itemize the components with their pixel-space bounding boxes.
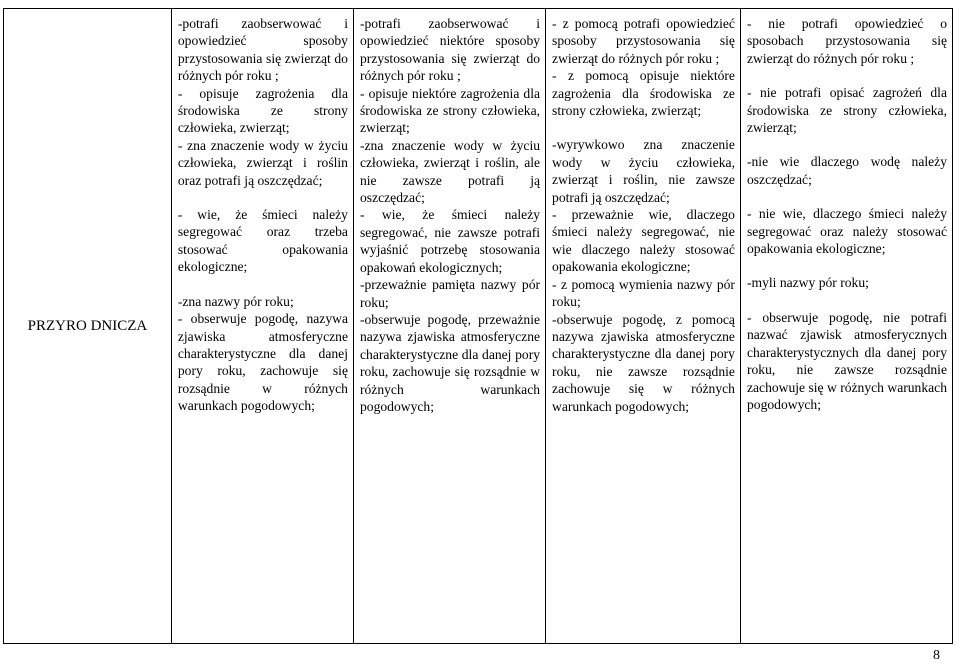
criteria-paragraph: -wyrywkowo zna znaczenie wody w życiu człowieka, zwierząt i roślin, nie zawsze potrafi ją oszczędzać; <box>552 137 735 205</box>
criteria-paragraph: - nie potrafi opowiedzieć o sposobach przystosowania się zwierząt do różnych pór roku ; <box>746 16 947 66</box>
assessment-table <box>3 8 953 644</box>
criteria-paragraph: -nie wie dlaczego wodę należy oszczędzać; <box>746 154 947 187</box>
paragraph-gap <box>178 189 348 206</box>
criteria-paragraph: -potrafi zaobserwować i opowiedzieć sposoby przystosowania się zwierząt do różnych pór roku ; <box>177 16 348 84</box>
criteria-cell-2 <box>353 9 545 644</box>
criteria-paragraph: - nie potrafi opisać zagrożeń dla środowiska ze strony człowieka, zwierząt; <box>746 85 947 136</box>
criteria-cell-4 <box>740 9 952 644</box>
criteria-paragraph: -obserwuje pogodę, przeważnie nazywa zjawiska atmosferyczne charakterystyczne dla danej pory roku, zachowuje się rozsądnie w różnych warunkach pogodowych; <box>359 311 541 414</box>
criteria-paragraph: - wie, że śmieci należy segregować, nie zawsze potrafi wyjaśnić potrzebę stosowania opakowań ekologicznych; <box>359 207 541 275</box>
criteria-paragraph: - z pomocą potrafi opowiedzieć sposoby przystosowania się zwierząt do różnych pór roku ; <box>552 16 735 66</box>
paragraph-gap <box>552 119 735 136</box>
criteria-paragraph: - przeważnie wie, dlaczego śmieci należy segregować, nie wie dlaczego należy stosować opakowania ekologiczne; <box>552 207 735 275</box>
paragraph-gap <box>178 276 348 293</box>
criteria-paragraph: - zna znaczenie wody w życiu człowieka, zwierząt i roślin oraz potrafi ją oszczędzać; <box>177 137 348 188</box>
paragraph-gap <box>747 136 947 153</box>
criteria-paragraph: -myli nazwy pór roku; <box>746 275 869 291</box>
criteria-paragraph: -potrafi zaobserwować i opowiedzieć niektóre sposoby przystosowania się zwierząt do różnych pór roku ; <box>359 16 541 84</box>
paragraph-gap <box>747 292 947 309</box>
paragraph-gap <box>747 257 947 274</box>
criteria-paragraph: - z pomocą wymienia nazwy pór roku; <box>552 276 735 310</box>
criteria-cell-3 <box>546 9 741 644</box>
criteria-paragraph: -przeważnie pamięta nazwy pór roku; <box>359 277 541 310</box>
criteria-paragraph: - nie wie, dlaczego śmieci należy segregować oraz należy stosować opakowania ekologiczne; <box>746 206 947 257</box>
criteria-paragraph: -zna nazwy pór roku; <box>177 293 294 309</box>
criteria-paragraph: - z pomocą opisuje niektóre zagrożenia dla środowiska ze strony człowieka, zwierząt; <box>552 68 735 119</box>
table-row <box>4 9 953 644</box>
subject-cell <box>4 9 172 644</box>
criteria-paragraph: - obserwuje pogodę, nie potrafi nazwać zjawisk atmosferycznych charakterystycznych dla danej pory roku, nie zawsze rozsądnie zachowuje się w różnych warunkach pogodowych; <box>746 309 948 412</box>
criteria-paragraph: - wie, że śmieci należy segregować oraz trzeba stosować opakowania ekologiczne; <box>177 207 348 275</box>
criteria-paragraph: - obserwuje pogodę, nazywa zjawiska atmosferyczne charakterystyczne dla danej pory roku, zachowuje się rozsądnie w różnych warunkach pogodowych; <box>177 311 348 414</box>
subject-label: PRZYRO DNICZA <box>27 317 148 334</box>
criteria-paragraph: -zna znaczenie wody w życiu człowieka, zwierząt i roślin, ale nie zawsze potrafi ją oszczędzać; <box>359 137 541 206</box>
criteria-paragraph: -obserwuje pogodę, z pomocą nazywa zjawiska atmosferyczne charakterystyczne dla danej pory roku, nie zawsze rozsądnie zachowuje się w różnych warunkach pogodowych; <box>552 311 735 414</box>
page-number: 8 <box>933 648 940 663</box>
criteria-paragraph: - opisuje niektóre zagrożenia dla środowiska ze strony człowieka, zwierząt; <box>359 85 541 136</box>
paragraph-gap <box>747 188 947 205</box>
criteria-paragraph: - opisuje zagrożenia dla środowiska ze strony człowieka, zwierząt; <box>177 85 348 136</box>
paragraph-gap <box>747 67 947 84</box>
criteria-cell-1 <box>171 9 353 644</box>
